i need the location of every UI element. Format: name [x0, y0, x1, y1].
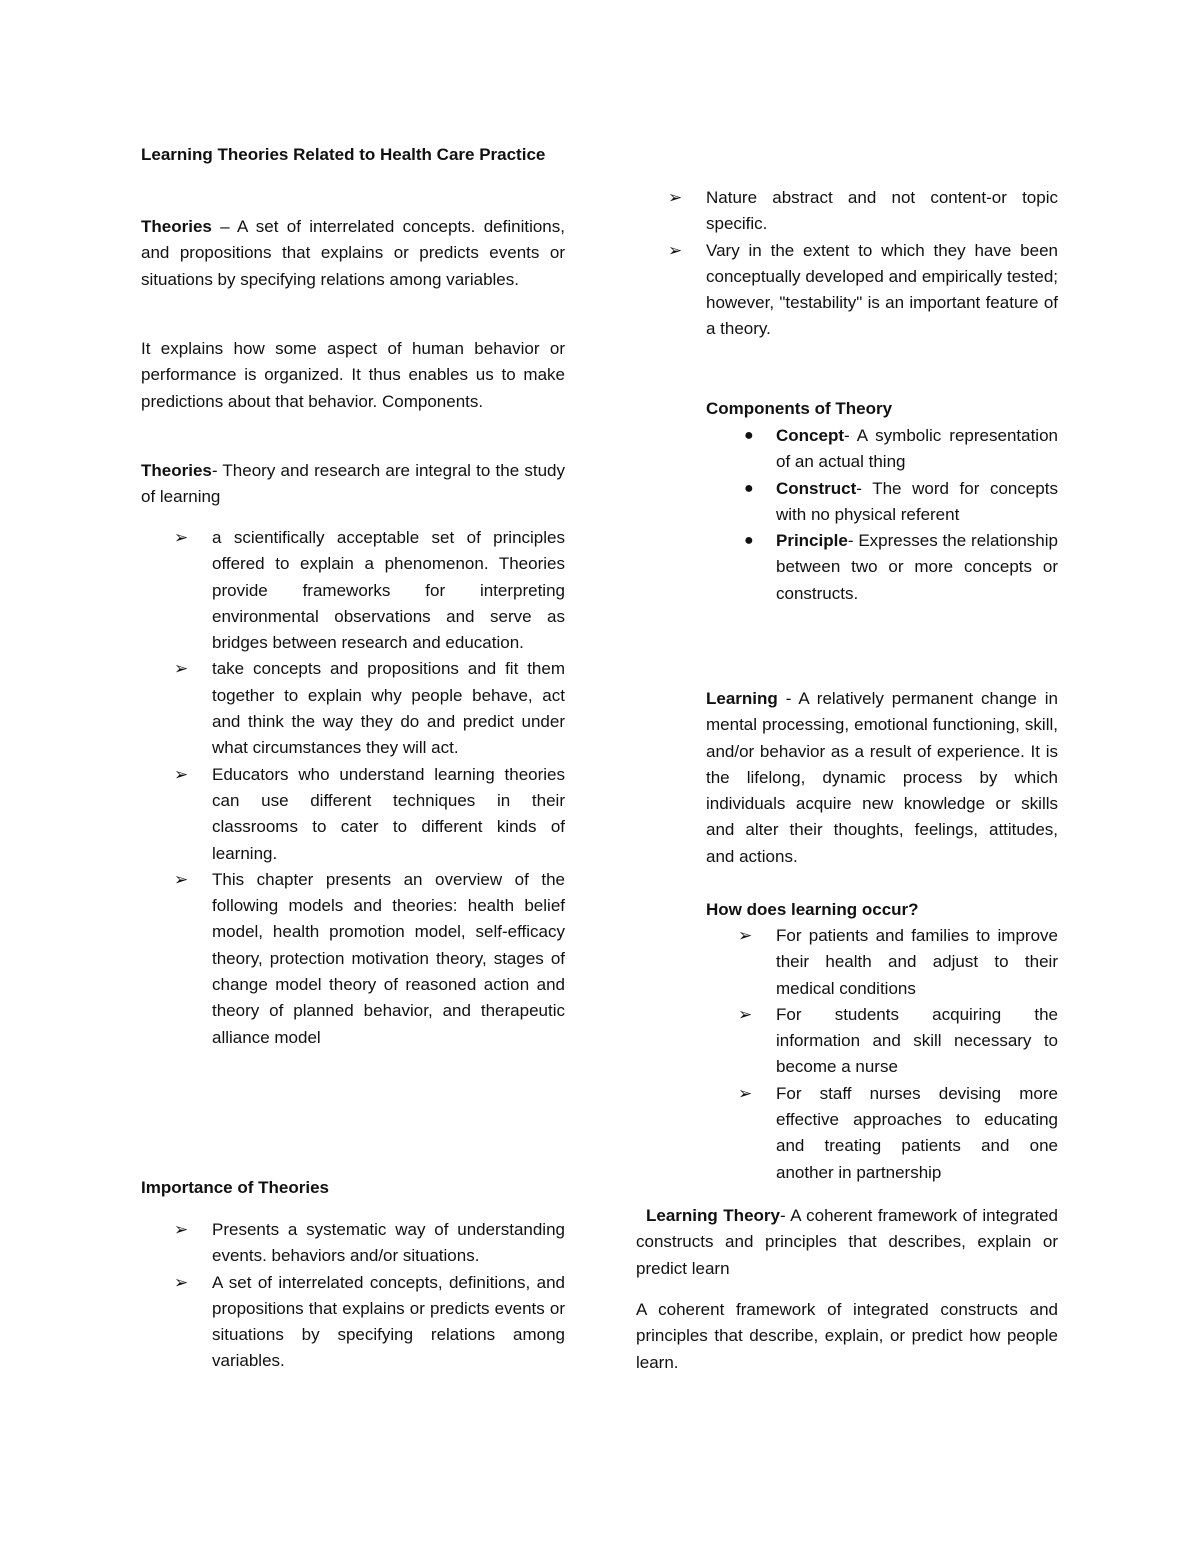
closing-paragraph: A coherent framework of integrated constructs and principles that describe, explain, or predict how people learn. [636, 1300, 1058, 1372]
bullet-dot-icon: ● [744, 479, 754, 497]
explains-paragraph: It explains how some aspect of human behavior or performance is organized. It thus enables us to make predictions about that behavior. Components. [141, 339, 565, 411]
theories-research-paragraph: Theories- Theory and research are integral to the study of learning [141, 461, 565, 507]
list-item: ➢ a scientifically acceptable set of principles offered to explain a phenomenon. Theories provide frameworks for interpreting environmental observations and serve as bridges between research and education. [212, 525, 565, 656]
list-item: ➢ Educators who understand learning theories can use different techniques in their classrooms to cater to different kinds of learning. [212, 762, 565, 867]
how-learning-list [738, 923, 1058, 1186]
arrow-bullet-icon: ➢ [738, 926, 753, 945]
learning-theory-definition: Learning Theory- A coherent framework of integrated constructs and principles that describes, explain or predict learn [636, 1206, 1058, 1278]
list-item: ➢ Nature abstract and not content-or topic specific. [706, 185, 1058, 238]
document-title: Learning Theories Related to Health Care Practice [141, 145, 546, 164]
arrow-bullet-icon: ➢ [668, 188, 683, 207]
how-learning-heading: How does learning occur? [706, 900, 919, 919]
arrow-bullet-icon: ➢ [174, 764, 189, 784]
bullet-dot-icon: ● [744, 427, 754, 444]
list-item: ➢ take concepts and propositions and fit them together to explain why people behave, act and think the way they do and predict under what circumstances they will act. [212, 656, 565, 761]
components-list [744, 423, 1058, 607]
theories-definition: Theories – A set of interrelated concepts. definitions, and propositions that explains or predicts events or situations by specifying relations among variables. [141, 217, 565, 289]
list-item: ➢ Vary in the extent to which they have been conceptually developed and empirically tested; however, "testability" is an important feature of a theory. [706, 238, 1058, 343]
arrow-bullet-icon: ➢ [174, 659, 189, 679]
list-item: ➢ For students acquiring the information and skill necessary to become a nurse [776, 1002, 1058, 1081]
list-item: ● Principle- Expresses the relationship between two or more concepts or constructs. [776, 528, 1058, 607]
theory-traits-list [668, 185, 1058, 343]
list-item: ➢ For patients and families to improve their health and adjust to their medical conditions [776, 923, 1058, 1002]
bullet-dot-icon: ● [744, 532, 754, 550]
components-heading: Components of Theory [706, 399, 893, 418]
arrow-bullet-icon: ➢ [738, 1004, 753, 1024]
importance-heading: Importance of Theories [141, 1178, 329, 1197]
arrow-bullet-icon: ➢ [174, 1220, 189, 1239]
arrow-bullet-icon: ➢ [174, 528, 189, 547]
arrow-bullet-icon: ➢ [738, 1083, 753, 1103]
list-item: ➢ A set of interrelated concepts, definitions, and propositions that explains or predicts events or situations by specifying relations among variables. [212, 1270, 565, 1375]
list-item: ➢ Presents a systematic way of understanding events. behaviors and/or situations. [212, 1217, 565, 1270]
arrow-bullet-icon: ➢ [174, 869, 189, 889]
list-item: ● Construct- The word for concepts with no physical referent [776, 476, 1058, 529]
arrow-bullet-icon: ➢ [668, 240, 683, 260]
list-item: ➢ For staff nurses devising more effective approaches to educating and treating patients and one another in partnership [776, 1081, 1058, 1186]
theories-bullet-list [174, 525, 565, 1051]
importance-bullet-list [174, 1217, 565, 1375]
list-item: ● Concept- A symbolic representation of an actual thing [776, 423, 1058, 476]
arrow-bullet-icon: ➢ [174, 1272, 189, 1292]
list-item: ➢ This chapter presents an overview of the following models and theories: health belief model, health promotion model, self-efficacy theory, protection motivation theory, stages of change model theory of reasoned action and theory of planned behavior, and therapeutic alliance model [212, 867, 565, 1051]
learning-definition: Learning - A relatively permanent change in mental processing, emotional functioning, skill, and/or behavior as a result of experience. It is the lifelong, dynamic process by which individuals acquire new knowledge or skills and alter their thoughts, feelings, attitudes, and actions. [706, 689, 1058, 866]
